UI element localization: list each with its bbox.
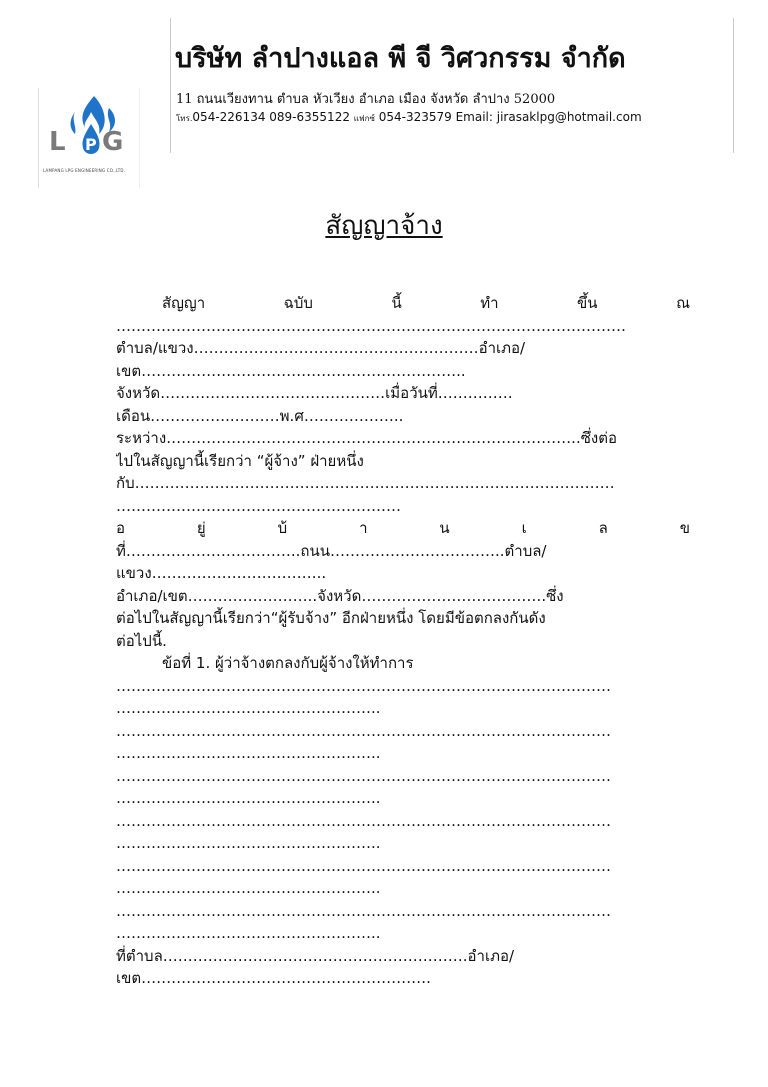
contract-line-3: ตำบล/แขวง…………………………………………………อำเภอ/ — [116, 339, 526, 357]
word: า — [359, 519, 368, 537]
word: อ — [116, 519, 126, 537]
contract-line-10: ………………………………………………… — [116, 496, 401, 515]
word: ณ — [676, 294, 690, 312]
clause-1: ข้อที่ 1. ผู้ว่าจ้างตกลงกับผู้จ้างให้ทำการ — [162, 654, 414, 672]
blank-line: ……………………………………………………………………………………… — [116, 721, 611, 740]
contract-line-1 — [116, 292, 690, 315]
word: นี้ — [391, 294, 402, 312]
company-address: 11 ถนนเวียงทาน ตำบล หัวเวียง อำเภอ เมือง จังหวัด ลำปาง 52000 — [176, 92, 556, 107]
word: ยู่ — [196, 519, 206, 537]
blank-line: …………………………………………….. — [116, 924, 381, 942]
contract-line-16: ต่อไปนี้. — [116, 631, 167, 650]
contract-line-13: แขวง…………………………….. — [116, 564, 327, 582]
contract-line-last-2: เขต…………………………………………………. — [116, 969, 431, 987]
contract-line-4: เขต……………………………………………………….. — [116, 361, 466, 380]
header-divider-right — [733, 18, 734, 153]
phone-numbers: 054-226134 089-6355122 — [192, 110, 350, 124]
blank-line: ……………………………………………………………………………………… — [116, 856, 611, 875]
word: เ — [521, 519, 527, 537]
fax-number: 054-323579 — [378, 110, 452, 124]
company-name: บริษัท ลำปางแอล พี จี วิศวกรรม จำกัด — [175, 43, 626, 74]
blank-line: …………………………………………….. — [116, 699, 381, 717]
blank-line: …………………………………………….. — [116, 834, 381, 852]
contract-body — [116, 292, 690, 990]
blank-line: ……………………………………………………………………………………… — [116, 676, 611, 695]
blank-line: …………………………………………….. — [116, 744, 381, 762]
email: Email: jirasaklpg@hotmail.com — [455, 110, 642, 124]
contract-line-2: ………………………………………………………………………………………… — [116, 316, 626, 335]
word: ล — [598, 519, 608, 537]
logo-letter-g: G — [102, 127, 124, 157]
contract-line-15: ต่อไปในสัญญานี้เรียกว่า“ผู้รับจ้าง” อีกฝ่ายหนึ่ง โดยมีข้อตกลงกันดัง — [116, 609, 546, 627]
blank-line: ……………………………………………………………………………………… — [116, 766, 611, 785]
contract-line-last-1: ที่ตำบล…………………………………………………….อำเภอ/ — [116, 946, 515, 965]
company-logo — [38, 88, 140, 188]
company-contact — [176, 110, 642, 125]
contract-line-12: ที่……………………………..ถนน……………………………..ตำบล/ — [116, 541, 547, 560]
blank-line: ……………………………………………………………………………………… — [116, 901, 611, 920]
fax-label: แฟกซ์ — [353, 114, 375, 123]
word: ฉบับ — [283, 294, 313, 312]
word: ทำ — [480, 294, 499, 312]
document-title — [0, 205, 768, 246]
blank-line: …………………………………………….. — [116, 789, 381, 807]
contract-line-6: เดือน……………..………พ.ศ……………….. — [116, 406, 404, 425]
word: ข — [679, 519, 690, 537]
contract-line-5: จังหวัด………………………………………เมื่อวันที่…………… — [116, 384, 513, 402]
logo-letter-l: L — [49, 127, 66, 157]
word: บ้ — [277, 519, 288, 537]
word: น — [439, 519, 450, 537]
word: สัญญา — [162, 294, 206, 312]
contract-line-9: กับ…………………………………………………………………………………… — [116, 474, 615, 492]
contract-line-7: ระหว่าง………………………………………………………………………..ซึ่งต่อ — [116, 429, 617, 447]
header-divider-left — [170, 18, 171, 153]
blank-line: ……………………………………………………………………………………… — [116, 811, 611, 830]
contract-line-11 — [116, 517, 690, 540]
word: ขึ้น — [577, 294, 598, 312]
phone-label: โทร. — [176, 114, 193, 123]
contract-line-8: ไปในสัญญานี้เรียกว่า “ผู้จ้าง” ฝ่ายหนึ่ง — [116, 451, 364, 470]
logo-subtext: LAMPANG LPG ENGINEERING CO.,LTD. — [43, 168, 126, 173]
contract-line-14: อำเภอ/เขต……………………..จังหวัด……………………………….ซึ่ง — [116, 586, 564, 605]
logo-letter-p: P — [85, 135, 97, 154]
blank-line: …………………………………………….. — [116, 879, 381, 897]
document-title-text: สัญญาจ้าง — [325, 211, 443, 241]
